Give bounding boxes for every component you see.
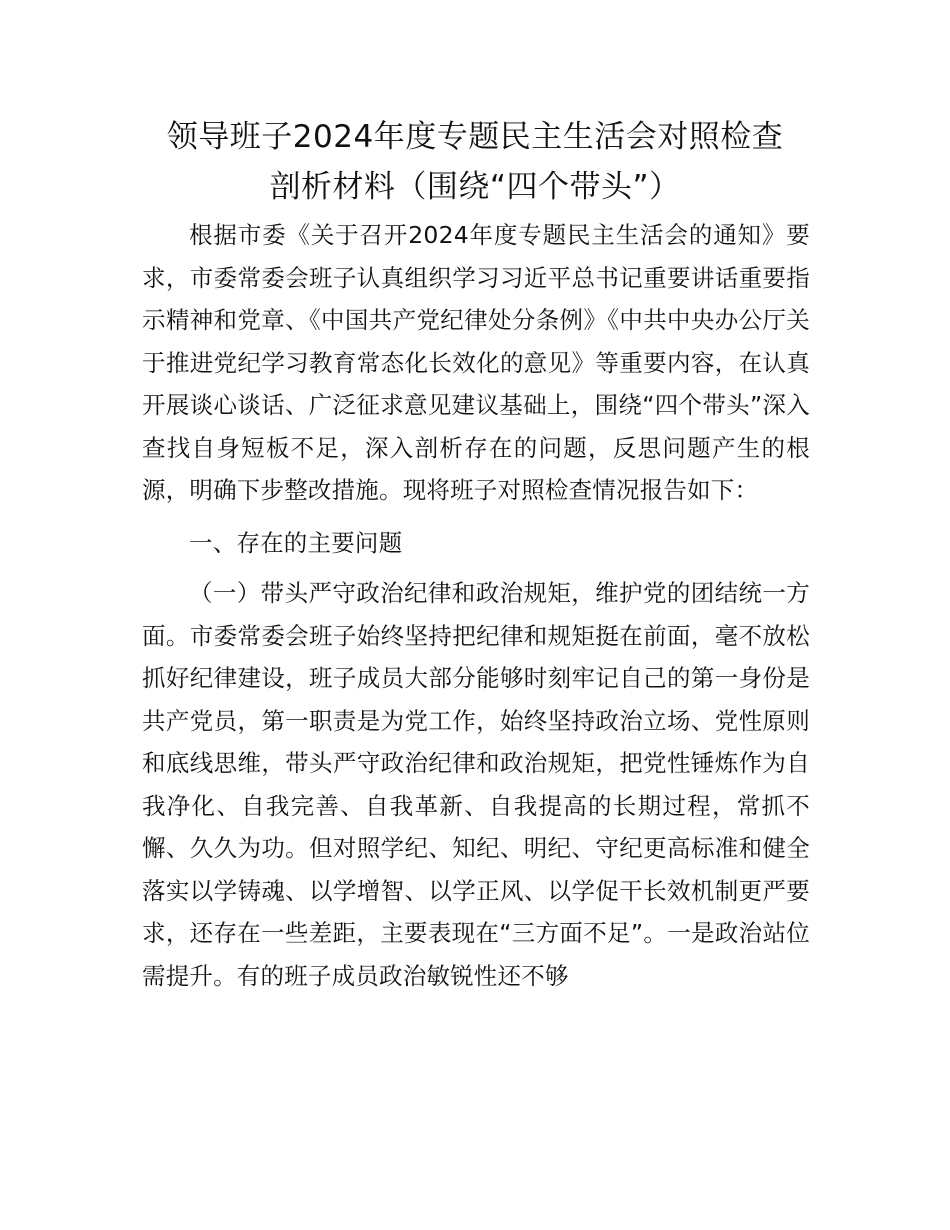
section-heading-1: 一、存在的主要问题 [189,528,403,557]
document-title [140,112,810,212]
title-line-1: 领导班子2024年度专题民主生活会对照检查 [166,119,784,155]
document-body [142,214,810,997]
title-line-2: 剖析材料（围绕“四个带头”） [269,169,681,205]
intro-paragraph: 根据市委《关于召开2024年度专题民主生活会的通知》要求，市委常委会班子认真组织学习习近平总书记重要讲话重要指示精神和党章、《中国共产党纪律处分条例》《中共中央办公厅关于推进党纪学习教育常态化长效化的意见》等重要内容，在认真开展谈心谈话、广泛征求意见建议基础上，围绕“四个带头”深入查找自身短板不足，深入剖析存在的问题，反思问题产生的根源，明确下步整改措施。现将班子对照检查情况报告如下： [142,221,810,504]
subsection-paragraph-1: （一）带头严守政治纪律和政治规矩，维护党的团结统一方面。市委常委会班子始终坚持把纪律和规矩挺在前面，毫不放松抓好纪律建设，班子成员大部分能够时刻牢记自己的第一身份是共产党员，第一职责是为党工作，始终坚持政治立场、党性原则和底线思维，带头严守政治纪律和政治规矩，把党性锤炼作为自我净化、自我完善、自我革新、自我提高的长期过程，常抓不懈、久久为功。但对照学纪、知纪、明纪、守纪更高标准和健全落实以学铸魂、以学增智、以学正风、以学促干长效机制更严要求，还存在一些差距，主要表现在“三方面不足”。一是政治站位需提升。有的班子成员政治敏锐性还不够 [142,579,810,990]
